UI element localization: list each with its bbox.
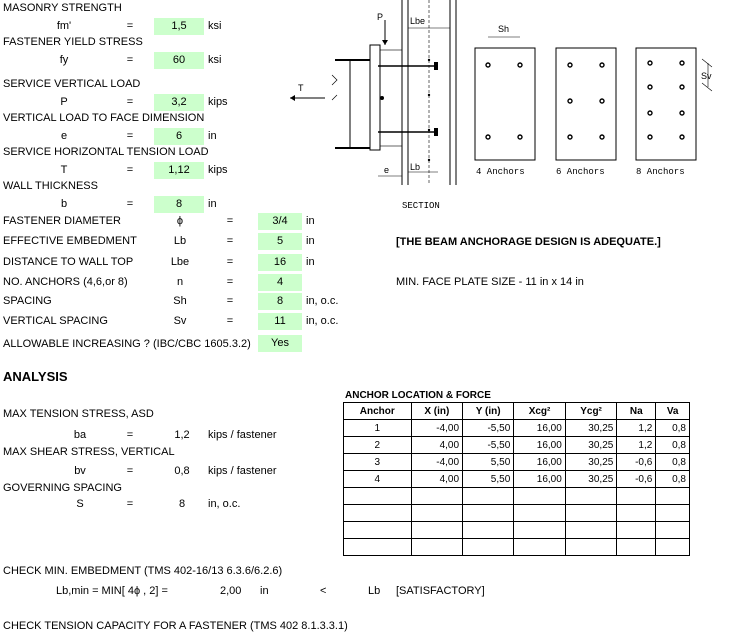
anchor-patterns bbox=[470, 15, 734, 185]
table-cell: 16,00 bbox=[514, 454, 566, 471]
s-symbol: S bbox=[76, 498, 84, 510]
table-cell: 5,50 bbox=[463, 454, 514, 471]
param-eq: = bbox=[226, 256, 234, 268]
tension-label: MAX TENSION STRESS, ASD bbox=[3, 408, 154, 420]
param-value[interactable]: 3/4 bbox=[258, 213, 302, 230]
table-row-empty bbox=[344, 505, 690, 522]
input-label: WALL THICKNESS bbox=[3, 180, 98, 192]
ba-unit: kips / fastener bbox=[208, 429, 277, 441]
table-row-empty bbox=[344, 488, 690, 505]
input-eq: = bbox=[126, 96, 134, 108]
input-label: MASONRY STRENGTH bbox=[3, 2, 122, 14]
table-cell: 5,50 bbox=[463, 471, 514, 488]
table-header: Va bbox=[656, 403, 690, 420]
table-cell: 30,25 bbox=[565, 454, 617, 471]
param-value[interactable]: 5 bbox=[258, 233, 302, 250]
table-header: Xcg² bbox=[514, 403, 566, 420]
table-cell: 16,00 bbox=[514, 420, 566, 437]
input-value[interactable]: 6 bbox=[154, 128, 204, 145]
param-value[interactable]: 8 bbox=[258, 293, 302, 310]
table-cell bbox=[656, 505, 690, 522]
table-cell: 1,2 bbox=[617, 420, 656, 437]
table-row-empty bbox=[344, 539, 690, 556]
table-cell: -5,50 bbox=[463, 420, 514, 437]
analysis-title: ANALYSIS bbox=[3, 369, 68, 384]
table-row bbox=[344, 437, 690, 454]
input-symbol: fy bbox=[59, 54, 69, 66]
table-cell: 3 bbox=[344, 454, 412, 471]
input-value[interactable]: 8 bbox=[154, 196, 204, 213]
table-cell bbox=[411, 505, 462, 522]
param-label: DISTANCE TO WALL TOP bbox=[3, 256, 134, 268]
table-cell: -5,50 bbox=[463, 437, 514, 454]
table-cell: 4,00 bbox=[411, 437, 462, 454]
param-symbol: n bbox=[176, 276, 184, 288]
input-unit: in bbox=[208, 198, 217, 210]
lb-symbol: Lb bbox=[368, 585, 381, 597]
param-symbol: ϕ bbox=[176, 215, 184, 227]
param-value[interactable]: 4 bbox=[258, 274, 302, 291]
p-label: P bbox=[377, 12, 384, 22]
param-symbol: Sv bbox=[173, 315, 187, 327]
param-unit: in bbox=[306, 256, 315, 268]
lbmin-formula: Lb,min = MIN[ 4ϕ , 2] = bbox=[56, 585, 168, 597]
table-row bbox=[344, 454, 690, 471]
bv-eq: = bbox=[126, 465, 134, 477]
table-row-empty bbox=[344, 522, 690, 539]
table-cell: 30,25 bbox=[565, 420, 617, 437]
table-cell bbox=[344, 539, 412, 556]
table-cell: 1,2 bbox=[617, 437, 656, 454]
input-symbol: e bbox=[60, 130, 68, 142]
bv-symbol: bv bbox=[74, 465, 86, 477]
input-symbol: P bbox=[60, 96, 68, 108]
table-cell bbox=[344, 488, 412, 505]
face-plate-size: MIN. FACE PLATE SIZE - 11 in x 14 in bbox=[396, 276, 584, 288]
section-label: SECTION bbox=[402, 201, 440, 211]
spacing-label: GOVERNING SPACING bbox=[3, 482, 122, 494]
lbmin-unit: in bbox=[260, 585, 269, 597]
table-cell: 30,25 bbox=[565, 437, 617, 454]
input-unit: ksi bbox=[208, 20, 222, 32]
table-cell: 2 bbox=[344, 437, 412, 454]
ba-eq: = bbox=[126, 429, 134, 441]
param-label: EFFECTIVE EMBEDMENT bbox=[3, 235, 137, 247]
table-cell bbox=[656, 522, 690, 539]
table-header: Na bbox=[617, 403, 656, 420]
input-eq: = bbox=[126, 164, 134, 176]
input-value[interactable]: 1,5 bbox=[154, 18, 204, 35]
table-cell bbox=[514, 505, 566, 522]
s-eq: = bbox=[126, 498, 134, 510]
param-label: FASTENER DIAMETER bbox=[3, 215, 121, 227]
table-cell bbox=[617, 539, 656, 556]
table-cell: 16,00 bbox=[514, 437, 566, 454]
table-cell bbox=[565, 505, 617, 522]
embedment-status: [SATISFACTORY] bbox=[396, 585, 485, 597]
bv-unit: kips / fastener bbox=[208, 465, 277, 477]
table-header: Y (in) bbox=[463, 403, 514, 420]
table-cell bbox=[565, 488, 617, 505]
param-label: NO. ANCHORS (4,6,or 8) bbox=[3, 276, 128, 288]
s-unit: in, o.c. bbox=[208, 498, 241, 510]
table-cell: 16,00 bbox=[514, 471, 566, 488]
table-cell bbox=[514, 488, 566, 505]
input-unit: kips bbox=[208, 164, 228, 176]
eight-anchors-label: 8 Anchors bbox=[636, 167, 685, 177]
t-label: T bbox=[298, 83, 304, 93]
input-symbol: T bbox=[60, 164, 68, 176]
param-symbol: Lbe bbox=[170, 256, 190, 268]
adequacy-status: [THE BEAM ANCHORAGE DESIGN IS ADEQUATE.] bbox=[396, 236, 661, 248]
param-value[interactable]: 11 bbox=[258, 313, 302, 330]
param-eq: = bbox=[226, 276, 234, 288]
table-cell bbox=[565, 539, 617, 556]
section-diagram bbox=[290, 0, 470, 215]
table-cell bbox=[463, 505, 514, 522]
table-cell bbox=[617, 505, 656, 522]
input-symbol: fm' bbox=[56, 20, 72, 32]
table-cell: 0,8 bbox=[656, 437, 690, 454]
param-label: VERTICAL SPACING bbox=[3, 315, 108, 327]
table-cell bbox=[565, 522, 617, 539]
sh-label: Sh bbox=[498, 24, 510, 34]
shear-label: MAX SHEAR STRESS, VERTICAL bbox=[3, 446, 175, 458]
table-cell: -4,00 bbox=[411, 420, 462, 437]
input-label: FASTENER YIELD STRESS bbox=[3, 36, 143, 48]
input-value[interactable]: 3,2 bbox=[154, 94, 204, 111]
param-value[interactable]: 16 bbox=[258, 254, 302, 271]
ba-symbol: ba bbox=[73, 429, 87, 441]
lb-label: Lb bbox=[410, 162, 421, 172]
tension-capacity-label: CHECK TENSION CAPACITY FOR A FASTENER (TMS 402 8.1.3.3.1) bbox=[3, 620, 348, 632]
table-cell bbox=[656, 488, 690, 505]
param-symbol: Lb bbox=[173, 235, 187, 247]
param-eq: = bbox=[226, 215, 234, 227]
e-label: e bbox=[384, 165, 390, 175]
table-cell bbox=[463, 488, 514, 505]
table-header: X (in) bbox=[411, 403, 462, 420]
table-cell: 30,25 bbox=[565, 471, 617, 488]
table-header: Ycg² bbox=[565, 403, 617, 420]
table-row bbox=[344, 420, 690, 437]
input-symbol: b bbox=[60, 198, 68, 210]
table-cell: 4,00 bbox=[411, 471, 462, 488]
table-cell bbox=[463, 539, 514, 556]
input-label: VERTICAL LOAD TO FACE DIMENSION bbox=[3, 112, 205, 124]
table-cell: 1 bbox=[344, 420, 412, 437]
six-anchors-label: 6 Anchors bbox=[556, 167, 605, 177]
input-label: SERVICE HORIZONTAL TENSION LOAD bbox=[3, 146, 209, 158]
input-eq: = bbox=[126, 54, 134, 66]
table-cell: 0,8 bbox=[656, 471, 690, 488]
anchor-table bbox=[343, 402, 690, 556]
table-cell: -0,6 bbox=[617, 454, 656, 471]
allowable-label: ALLOWABLE INCREASING ? (IBC/CBC 1605.3.2) bbox=[3, 338, 251, 350]
table-cell: 0,8 bbox=[656, 420, 690, 437]
table-cell bbox=[514, 539, 566, 556]
embedment-label: CHECK MIN. EMBEDMENT (TMS 402-16/13 6.3.6/6.2.6) bbox=[3, 565, 283, 577]
allowable-input[interactable]: Yes bbox=[258, 335, 302, 352]
four-anchors-label: 4 Anchors bbox=[476, 167, 525, 177]
input-eq: = bbox=[126, 198, 134, 210]
table-row bbox=[344, 471, 690, 488]
input-unit: in bbox=[208, 130, 217, 142]
input-eq: = bbox=[126, 20, 134, 32]
input-unit: ksi bbox=[208, 54, 222, 66]
table-cell: 4 bbox=[344, 471, 412, 488]
param-eq: = bbox=[226, 295, 234, 307]
table-cell bbox=[656, 539, 690, 556]
input-eq: = bbox=[126, 130, 134, 142]
lbmin-value: 2,00 bbox=[220, 585, 242, 597]
table-cell bbox=[344, 522, 412, 539]
input-label: SERVICE VERTICAL LOAD bbox=[3, 78, 141, 90]
param-unit: in bbox=[306, 235, 315, 247]
table-cell bbox=[463, 522, 514, 539]
lbe-label: Lbe bbox=[410, 16, 426, 26]
sv-label: Sv bbox=[701, 71, 712, 81]
param-label: SPACING bbox=[3, 295, 52, 307]
table-cell bbox=[411, 539, 462, 556]
table-cell: 0,8 bbox=[656, 454, 690, 471]
less-than: < bbox=[320, 585, 327, 597]
table-cell bbox=[344, 505, 412, 522]
s-value: 8 bbox=[178, 498, 186, 510]
table-cell bbox=[617, 488, 656, 505]
param-eq: = bbox=[226, 315, 234, 327]
param-unit: in, o.c. bbox=[306, 295, 339, 307]
table-cell bbox=[514, 522, 566, 539]
table-title: ANCHOR LOCATION & FORCE bbox=[345, 390, 491, 401]
table-cell bbox=[617, 522, 656, 539]
bv-value: 0,8 bbox=[174, 465, 190, 477]
input-value[interactable]: 1,12 bbox=[154, 162, 204, 179]
param-unit: in bbox=[306, 215, 315, 227]
table-cell bbox=[411, 488, 462, 505]
table-cell: -0,6 bbox=[617, 471, 656, 488]
input-unit: kips bbox=[208, 96, 228, 108]
param-symbol: Sh bbox=[173, 295, 187, 307]
param-eq: = bbox=[226, 235, 234, 247]
ba-value: 1,2 bbox=[174, 429, 190, 441]
param-unit: in, o.c. bbox=[306, 315, 339, 327]
table-cell: -4,00 bbox=[411, 454, 462, 471]
table-cell bbox=[411, 522, 462, 539]
table-header: Anchor bbox=[344, 403, 412, 420]
input-value[interactable]: 60 bbox=[154, 52, 204, 69]
